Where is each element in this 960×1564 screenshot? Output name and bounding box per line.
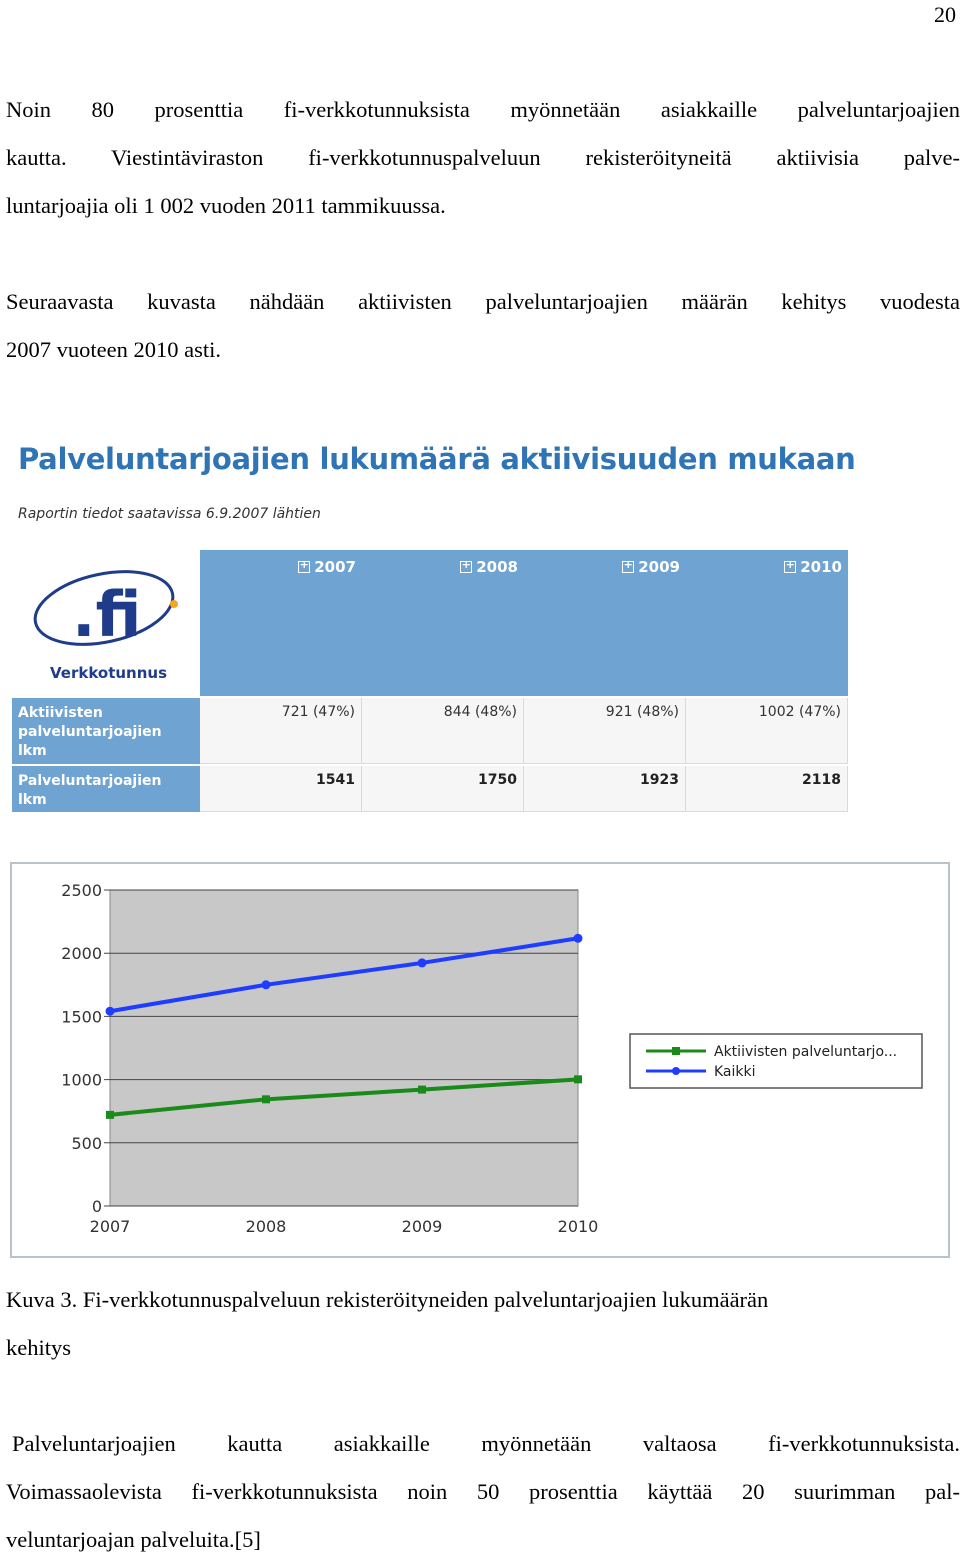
row-label-active: Aktiivisten palveluntarjoajien lkm (12, 698, 200, 764)
legend-label: Kaikki (714, 1064, 756, 1080)
report-subtitle: Raportin tiedot saatavissa 6.9.2007 lähtien (18, 506, 321, 522)
table-cell: 1541 (200, 766, 362, 812)
figure-intro-paragraph (6, 278, 960, 374)
legend-marker (672, 1067, 680, 1075)
table-cell: 1750 (362, 766, 524, 812)
year-column-header[interactable]: + 2009 (524, 550, 687, 696)
row-label-total: Palveluntarjoajien lkm (12, 766, 200, 812)
text-line: kehitys (6, 1335, 71, 1360)
report-panel (10, 432, 856, 812)
table-cell: 844 (48%) (362, 698, 524, 764)
legend-box (630, 1034, 922, 1088)
text-line: 2007 vuoteen 2010 asti. (6, 337, 221, 362)
text-line: Palveluntarjoajien kautta asiakkaille myönnetään valtaosa fi-verkkotunnuksista. (12, 1431, 960, 1456)
y-tick-label: 1000 (61, 1070, 102, 1090)
data-point (418, 958, 427, 967)
table-cell: 921 (48%) (524, 698, 686, 764)
text-line: Seuraavasta kuvasta nähdään aktiivisten palveluntarjoajien määrän kehitys vuodesta (6, 289, 960, 314)
x-tick-label: 2007 (89, 1217, 131, 1236)
closing-paragraph (6, 1420, 960, 1564)
table-cell: 721 (47%) (200, 698, 362, 764)
text-line: luntarjoajia oli 1 002 vuoden 2011 tammikuussa. (6, 193, 446, 218)
page-number: 20 (934, 2, 956, 27)
expand-icon[interactable] (298, 561, 310, 573)
y-tick-label: 2000 (61, 944, 102, 964)
text-line: Noin 80 prosenttia fi-verkkotunnuksista myönnetään asiakkaille palveluntarjoajien (6, 97, 960, 122)
text-line: kautta. Viestintäviraston fi-verkkotunnuspalveluun rekisteröityneitä aktiivisia palve- (6, 145, 960, 170)
logo-mark: .fi (72, 578, 142, 651)
data-point (262, 980, 271, 989)
legend-label: Aktiivisten palveluntarjo... (714, 1044, 898, 1060)
year-column-header[interactable]: + 2008 (362, 550, 525, 696)
line-chart-frame (10, 862, 950, 1258)
intro-paragraph (6, 86, 960, 230)
line-chart (12, 864, 948, 1256)
x-tick-label: 2009 (401, 1217, 443, 1236)
table-cell: 2118 (686, 766, 848, 812)
data-point (262, 1095, 270, 1103)
data-point (106, 1007, 115, 1016)
year-column-header[interactable]: +2007 (200, 550, 363, 696)
plot-area (110, 890, 578, 1206)
x-tick-label: 2010 (557, 1217, 599, 1236)
text-line: Voimassaolevista fi-verkkotunnuksista noin 50 prosenttia käyttää 20 suurimman pal- (6, 1479, 960, 1504)
data-point (106, 1111, 114, 1119)
year-column-header[interactable]: + 2010 (686, 550, 849, 696)
text-line: veluntarjoajan palveluita.[5] (6, 1527, 261, 1552)
table-cell: 1002 (47%) (686, 698, 848, 764)
table-cell: 1923 (524, 766, 686, 812)
logo-label: Verkkotunnus (50, 664, 168, 682)
expand-icon[interactable] (622, 561, 634, 573)
text-line: Kuva 3. Fi-verkkotunnuspalveluun rekisteröityneiden palveluntarjoajien lukumäärän (6, 1287, 769, 1312)
expand-icon[interactable] (460, 561, 472, 573)
data-point (418, 1086, 426, 1094)
data-point (574, 1075, 582, 1083)
report-title: Palveluntarjoajien lukumäärä aktiivisuuden mukaan (18, 442, 856, 476)
y-tick-label: 1500 (61, 1007, 102, 1027)
y-tick-label: 0 (91, 1197, 102, 1216)
y-tick-label: 500 (71, 1133, 102, 1153)
expand-icon[interactable] (784, 561, 796, 573)
data-point (574, 934, 583, 943)
figure-caption (6, 1276, 960, 1372)
legend-marker (672, 1047, 680, 1055)
y-tick-label: 2500 (61, 881, 102, 900)
x-tick-label: 2008 (245, 1217, 287, 1236)
